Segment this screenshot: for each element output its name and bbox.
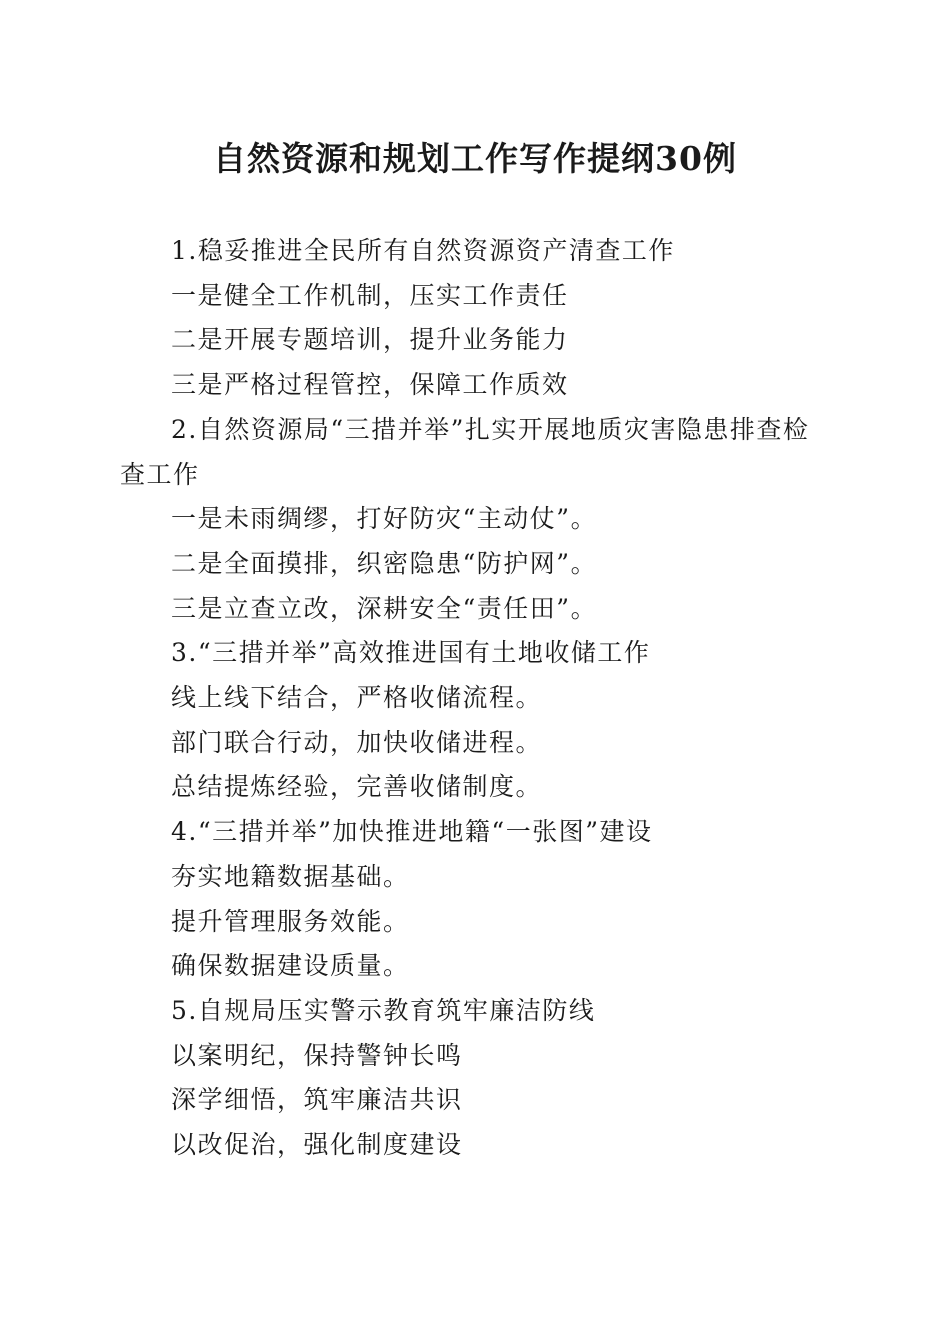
paragraph: 2.自然资源局“三措并举”扎实开展地质灾害隐患排查检查工作 (120, 414, 810, 489)
paragraph: 一是未雨绸缪，打好防灾“主动仗”。 (171, 504, 598, 534)
paragraph: 提升管理服务效能。 (171, 906, 410, 936)
paragraph: 1.稳妥推进全民所有自然资源资产清查工作 (171, 236, 675, 265)
document-title: 自然资源和规划工作写作提纲30例 (213, 139, 737, 178)
paragraph: 部门联合行动，加快收储进程。 (171, 727, 543, 757)
paragraph: 三是立查立改，深耕安全“责任田”。 (171, 593, 598, 623)
paragraph: 确保数据建设质量。 (171, 951, 410, 981)
paragraph: 以改促治，强化制度建设 (171, 1130, 463, 1160)
paragraph: 深学细悟，筑牢廉洁共识 (171, 1085, 463, 1115)
paragraph: 一是健全工作机制，压实工作责任 (171, 280, 569, 310)
paragraph: 二是开展专题培训，提升业务能力 (171, 325, 569, 355)
paragraph: 夯实地籍数据基础。 (171, 861, 410, 891)
paragraph: 以案明纪，保持警钟长鸣 (171, 1040, 463, 1070)
paragraph: 4.“三措并举”加快推进地籍“一张图”建设 (171, 817, 653, 847)
paragraph: 三是严格过程管控，保障工作质效 (171, 370, 569, 400)
document-body (120, 229, 832, 1168)
paragraph: 总结提炼经验，完善收储制度。 (171, 772, 543, 802)
paragraph: 线上线下结合，严格收储流程。 (171, 683, 543, 713)
paragraph: 二是全面摸排，织密隐患“防护网”。 (171, 548, 598, 578)
paragraph: 5.自规局压实警示教育筑牢廉洁防线 (171, 995, 596, 1025)
paragraph: 3.“三措并举”高效推进国有土地收储工作 (171, 638, 651, 668)
